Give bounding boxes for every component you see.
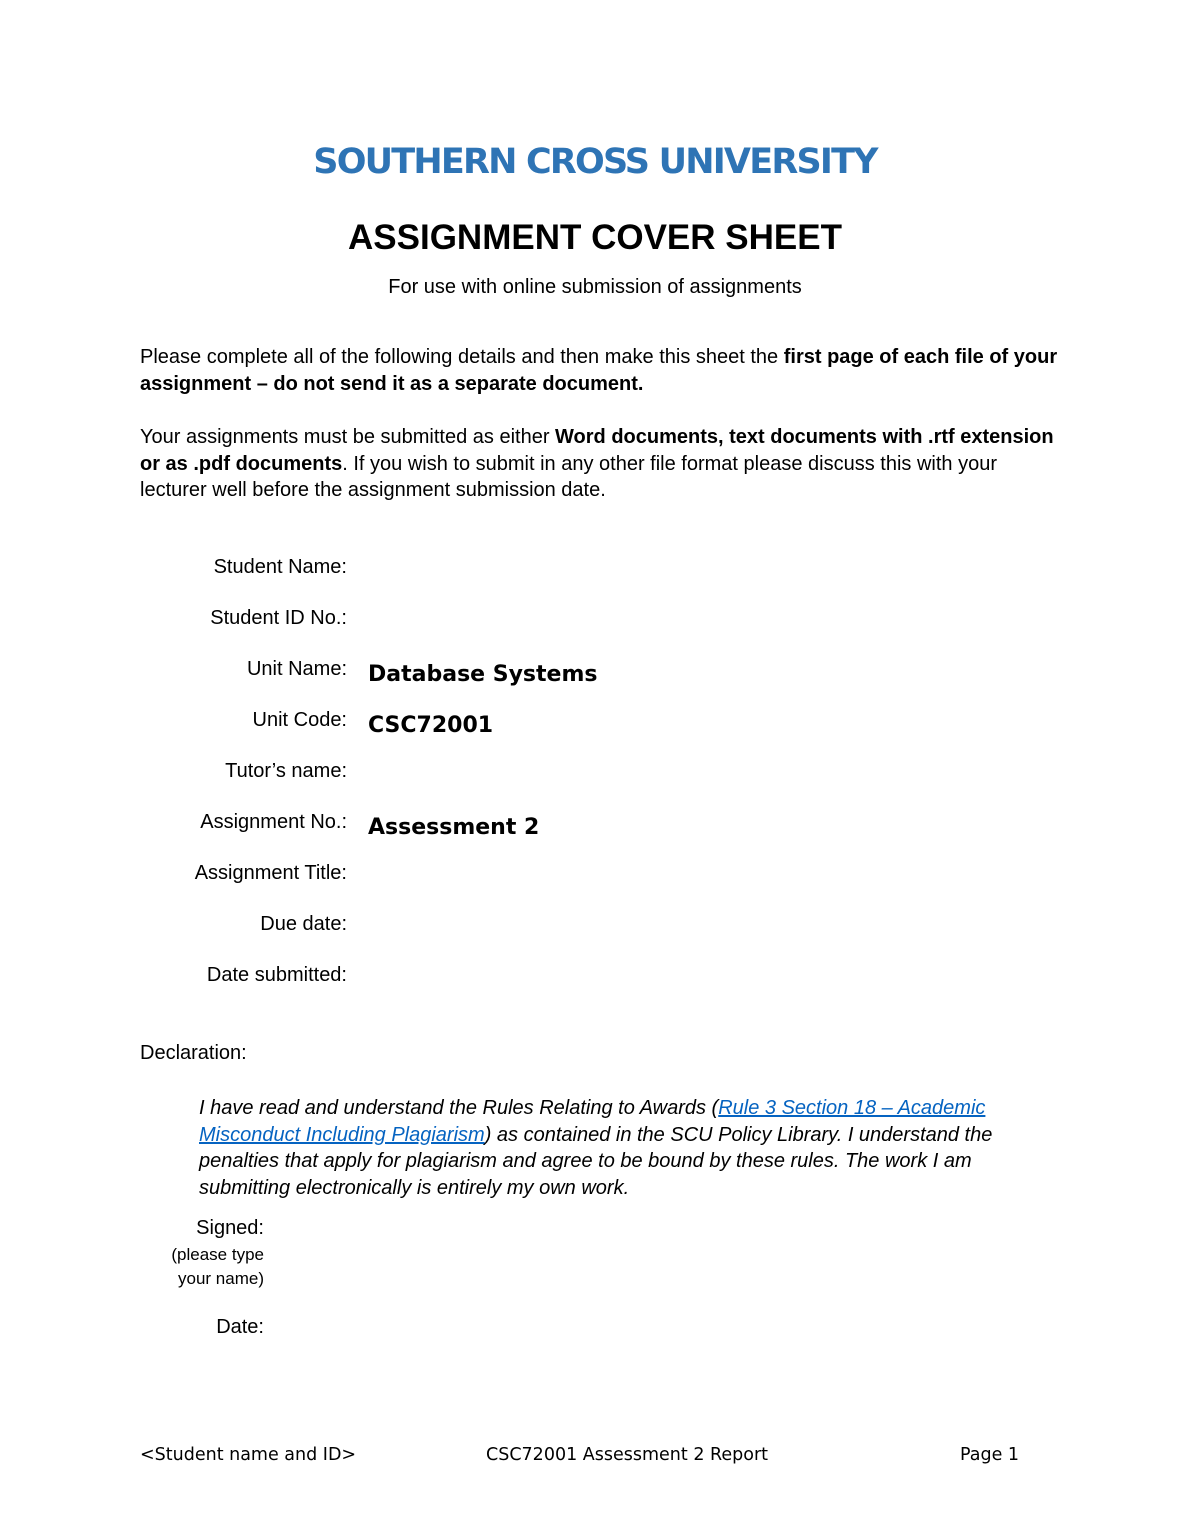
signed-hint-line-2: your name) (178, 1269, 264, 1288)
student-name-label: Student Name: (213, 556, 347, 578)
instruction-2-text-end: . If you wish to submit in any other file format please discuss this with your lecturer well before the assignment submission date. (140, 452, 997, 501)
due-date-label: Due date: (260, 913, 347, 935)
tutor-name-label: Tutor’s name: (225, 760, 347, 782)
unit-name-value: Database Systems (368, 662, 598, 687)
footer-report-title: CSC72001 Assessment 2 Report (486, 1445, 769, 1465)
unit-code-label: Unit Code: (252, 709, 347, 731)
university-name: SOUTHERN CROSS UNIVERSITY (313, 142, 877, 182)
signed-label: Signed: (196, 1217, 264, 1239)
declaration-label: Declaration: (140, 1042, 247, 1064)
plagiarism-rule-link[interactable]: Rule 3 Section 18 – Academic Misconduct Including Plagiarism (199, 1097, 986, 1146)
date-label: Date: (216, 1316, 264, 1338)
date-submitted-label: Date submitted: (206, 964, 347, 986)
declaration-text-end: ) as contained in the SCU Policy Library. I understand the penalties that apply for plagiarism and agree to be bound by these rules. The work I am submitting electronically is entirely my own work. (199, 1123, 993, 1199)
instruction-1-text: Please complete all of the following details and then make this sheet the (140, 346, 784, 368)
instruction-2-bold: Word documents, text documents with .rtf extension or as .pdf documents (140, 426, 1054, 475)
page-title: ASSIGNMENT COVER SHEET (348, 218, 842, 257)
signed-hint-line-1: (please type (171, 1245, 264, 1264)
instruction-paragraph-1 (140, 344, 1060, 397)
assignment-no-value: Assessment 2 (368, 815, 540, 840)
declaration-text-start: I have read and understand the Rules Relating to Awards ( (199, 1097, 719, 1119)
instruction-1-bold: first page of each file of your assignment – do not send it as a separate document. (140, 346, 1058, 395)
footer-page-number: Page 1 (960, 1445, 1020, 1465)
assignment-no-label: Assignment No.: (200, 811, 347, 833)
page-subtitle: For use with online submission of assignments (388, 276, 802, 298)
declaration-text (199, 1095, 999, 1201)
student-id-label: Student ID No.: (210, 607, 347, 629)
unit-code-value: CSC72001 (368, 713, 494, 738)
instruction-2-text: Your assignments must be submitted as either (140, 426, 556, 448)
unit-name-label: Unit Name: (246, 658, 347, 680)
instruction-paragraph-2 (140, 424, 1060, 504)
footer-student-placeholder: <Student name and ID> (140, 1445, 357, 1465)
assignment-title-label: Assignment Title: (194, 862, 347, 884)
